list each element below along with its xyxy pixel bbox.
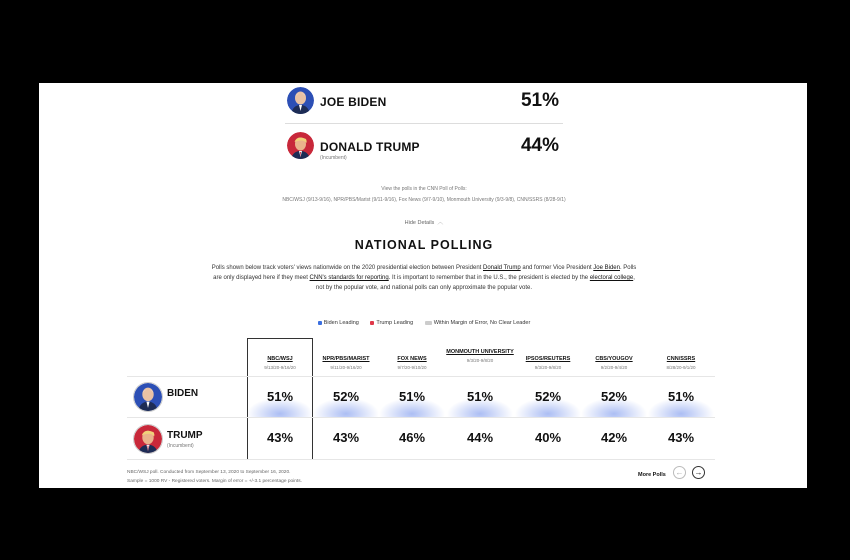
poll-cell-trump: 46% [398, 430, 426, 445]
poll-header[interactable] [377, 356, 447, 370]
legend-biden [318, 320, 359, 326]
poll-cell-trump: 43% [266, 430, 294, 445]
poll-cell-biden: 51% [648, 377, 714, 417]
link-donald-trump[interactable]: Donald Trump [483, 265, 521, 271]
poll-date: 9/7/20-9/10/20 [397, 365, 427, 370]
link-electoral-college[interactable]: electoral college [589, 275, 634, 281]
row-label-biden [127, 378, 247, 418]
poll-header[interactable] [445, 349, 515, 363]
poll-cell-biden: 52% [515, 377, 581, 417]
polling-page [39, 83, 807, 488]
poll-name: IPSOS/REUTERS [525, 356, 571, 362]
legend-trump [370, 320, 413, 326]
intro-text [211, 263, 637, 293]
biden-avatar [133, 382, 163, 412]
more-polls-label[interactable]: More Polls [638, 472, 666, 478]
poll-cell-biden: 52% [313, 377, 379, 417]
poll-name: MONMOUTH UNIVERSITY [446, 349, 514, 355]
arrow-left-icon[interactable]: ← [673, 466, 686, 479]
poll-cell-trump: 44% [466, 430, 494, 445]
poll-header[interactable] [513, 356, 583, 370]
poll-of-polls-list: NBC/WSJ (9/13-9/16), NPR/PBS/Marist (9/11-9/16), Fox News (9/7-9/10), Monmouth University (9/3-9/8), CNN/SSRS (8/28-9/1) [282, 197, 566, 203]
intro-text-4: . It is important to remember that in the U.S., the president is elected by the [388, 275, 590, 281]
trump-avatar [133, 424, 163, 454]
row-name-trump: TRUMP [167, 430, 203, 441]
legend-trump-label: Trump Leading [376, 320, 414, 326]
summary-candidate-biden [285, 85, 563, 125]
chevron-up-icon: ︿ [437, 220, 444, 226]
summary-candidate-trump [285, 130, 563, 170]
arrow-right-icon[interactable]: → [692, 466, 705, 479]
hide-details-label: Hide Details [404, 220, 435, 226]
row-name-biden: BIDEN [167, 388, 199, 399]
summary-divider [285, 123, 563, 124]
poll-cell-biden: 51% [447, 377, 513, 417]
poll-date: 9/2/20-9/4/20 [600, 365, 628, 370]
footnote-line-1: NBC/WSJ poll. Conducted from September 13, 2020 to September 16, 2020. [127, 470, 291, 475]
poll-cell-trump: 42% [600, 430, 628, 445]
poll-date: 9/3/20-9/8/20 [466, 358, 494, 363]
trump-avatar [287, 132, 314, 159]
legend [239, 320, 609, 326]
intro-text-3: . Polls are only displayed here if they meet [213, 265, 637, 281]
poll-date: 8/28/20-9/1/20 [666, 365, 696, 370]
poll-cell-trump: 43% [667, 430, 695, 445]
poll-name: CBS/YOUGOV [595, 356, 633, 362]
summary-name-biden: JOE BIDEN [320, 95, 387, 109]
poll-date: 9/11/20-9/16/20 [330, 365, 362, 370]
poll-date: 9/13/20-9/16/20 [264, 365, 296, 370]
poll-header[interactable] [646, 356, 716, 370]
hide-details-toggle[interactable] [369, 217, 479, 226]
poll-cell-biden: 51% [379, 377, 445, 417]
summary-pct-trump: 44% [520, 135, 559, 156]
poll-name: NPR/PBS/MARIST [322, 356, 370, 362]
section-title: NATIONAL POLLING [354, 238, 494, 252]
link-cnn-standards[interactable]: CNN's standards for reporting [309, 275, 389, 281]
summary-sub-trump: (Incumbent) [320, 155, 347, 161]
intro-text-1: Polls shown below track voters' views nationwide on the 2020 presidential election between President [211, 265, 483, 271]
biden-avatar [287, 87, 314, 114]
poll-header[interactable] [311, 356, 381, 370]
poll-cell-biden: 52% [581, 377, 647, 417]
poll-cell-trump: 40% [534, 430, 562, 445]
poll-of-polls-label: View the polls in the CNN Poll of Polls: [381, 186, 467, 192]
poll-date: 9/3/20-9/8/20 [534, 365, 562, 370]
poll-header[interactable] [245, 356, 315, 370]
row-label-trump [127, 420, 247, 460]
link-joe-biden[interactable]: Joe Biden [593, 265, 620, 271]
legend-biden-swatch [318, 321, 322, 325]
legend-margin [425, 320, 531, 326]
poll-name: FOX NEWS [397, 356, 427, 362]
summary-pct-biden: 51% [520, 90, 559, 111]
poll-cell-trump: 43% [332, 430, 360, 445]
poll-name: NBC/WSJ [267, 356, 293, 362]
poll-cell-biden: 51% [247, 377, 313, 417]
summary-name-trump: DONALD TRUMP [320, 140, 420, 154]
intro-text-2: and former Vice President [520, 265, 594, 271]
poll-header[interactable] [579, 356, 649, 370]
legend-margin-label: Within Margin of Error, No Clear Leader [433, 320, 531, 326]
footnote [127, 468, 302, 486]
poll-name: CNN/SSRS [666, 356, 696, 362]
row-sub-trump: (Incumbent) [167, 443, 194, 449]
footnote-line-2: Sample = 1000 RV - Registered voters. Margin of error = +/-3.1 percentage points. [127, 479, 302, 484]
legend-margin-swatch [425, 321, 432, 325]
legend-trump-swatch [370, 321, 374, 325]
intro-text-5: , not by the popular vote, and national polls can only approximate the popular vote. [315, 275, 635, 291]
legend-biden-label: Biden Leading [323, 320, 359, 326]
